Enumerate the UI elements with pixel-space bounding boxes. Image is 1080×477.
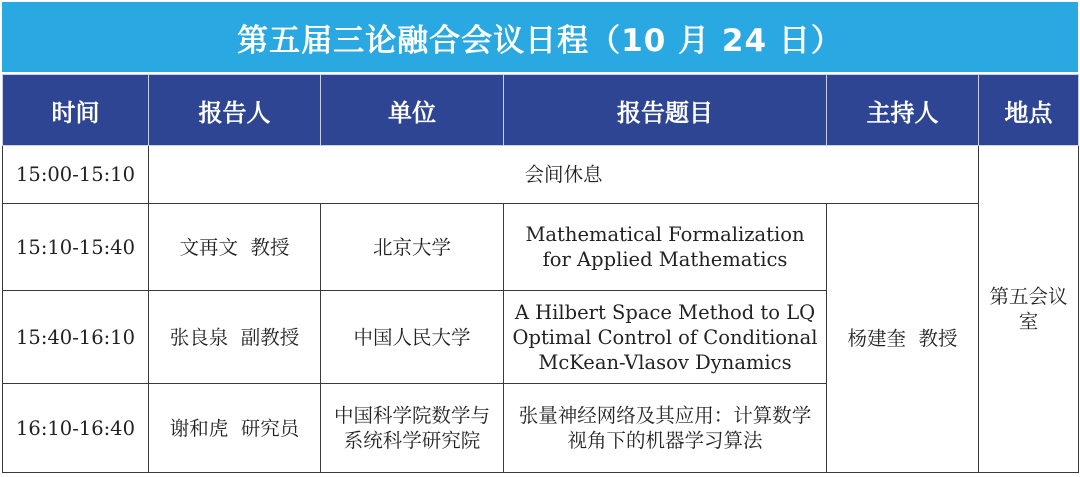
talk-topic: A Hilbert Space Method to LQ Optimal Control of Conditional McKean-Vlasov Dynamics: [504, 291, 827, 384]
header-location: 地点: [979, 75, 1079, 146]
host-cell: 杨建奎 教授: [827, 204, 979, 473]
talk-time: 15:40-16:10: [3, 291, 149, 384]
talk-unit: 中国科学院数学与系统科学研究院: [321, 384, 504, 473]
schedule-document: [2, 2, 1078, 475]
talk-speaker: 文再文 教授: [149, 204, 321, 291]
header-unit: 单位: [321, 75, 504, 146]
table-row: [3, 204, 1079, 291]
break-label: 会间休息: [149, 146, 979, 204]
header-host: 主持人: [827, 75, 979, 146]
header-time: 时间: [3, 75, 149, 146]
talk-time: 16:10-16:40: [3, 384, 149, 473]
talk-topic: Mathematical Formalization for Applied Mathematics: [504, 204, 827, 291]
break-row: [3, 146, 1079, 204]
talk-speaker: 谢和虎 研究员: [149, 384, 321, 473]
schedule-table: [2, 74, 1079, 473]
location-cell: 第五会议室: [979, 146, 1079, 473]
header-speaker: 报告人: [149, 75, 321, 146]
talk-unit: 中国人民大学: [321, 291, 504, 384]
break-time: 15:00-15:10: [3, 146, 149, 204]
header-topic: 报告题目: [504, 75, 827, 146]
talk-time: 15:10-15:40: [3, 204, 149, 291]
header-row: [3, 75, 1079, 146]
talk-speaker: 张良泉 副教授: [149, 291, 321, 384]
talk-unit: 北京大学: [321, 204, 504, 291]
talk-topic: 张量神经网络及其应用：计算数学视角下的机器学习算法: [504, 384, 827, 473]
schedule-title: 第五届三论融合会议日程（10 月 24 日）: [2, 2, 1078, 72]
